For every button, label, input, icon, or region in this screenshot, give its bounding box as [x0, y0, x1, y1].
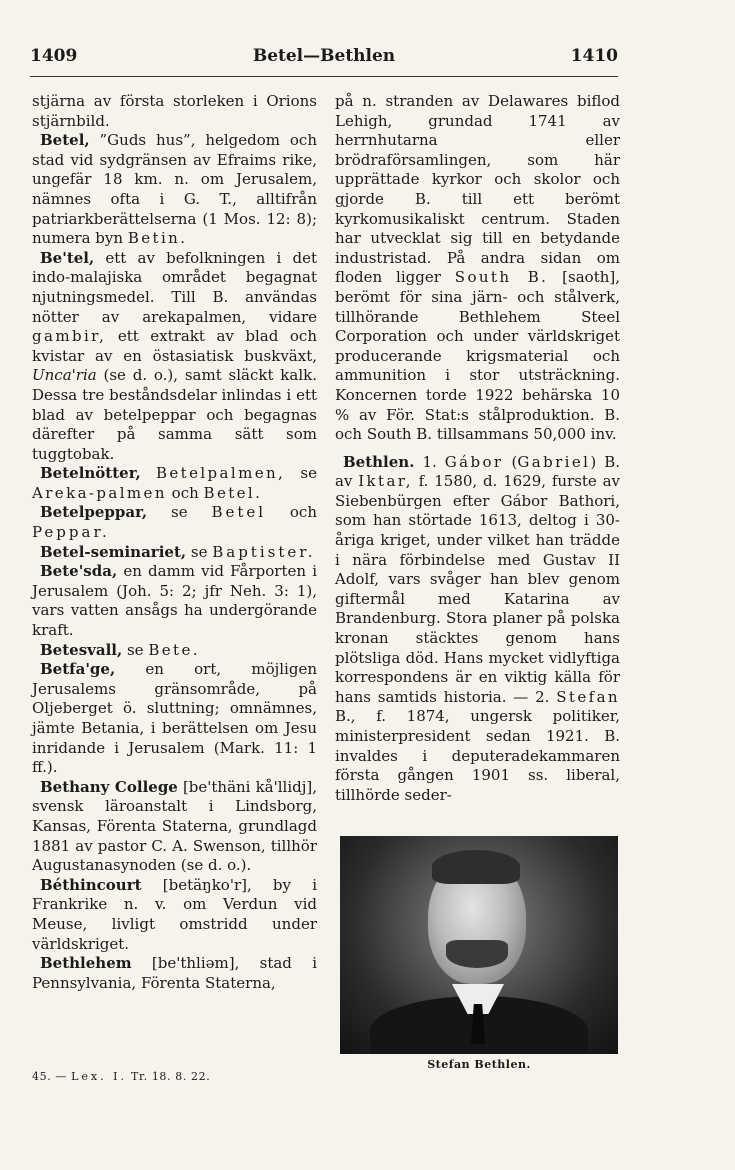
cross-reference: Areka-palmen	[32, 483, 167, 502]
headword: Béthincourt	[40, 875, 142, 894]
spaced-term: South B.	[454, 268, 549, 287]
running-title: Betel—Bethlen	[252, 46, 396, 66]
headword: Betel-seminariet,	[40, 542, 187, 561]
headword: Betfa'ge,	[40, 660, 116, 679]
headword: Bethany College	[40, 777, 178, 796]
entry-betesda: Bete'sda, en damm vid Fårporten i Jerusalem (Joh. 5: 2; jfr Neh. 3: 1), vars vatten ansågs ha undergörande kraft.	[32, 562, 317, 640]
headword: Betel,	[40, 131, 90, 150]
entry-bethlehem-continued: på n. stranden av Delawares biflod Lehigh, grundad 1741 av herrnhutarna eller brödraförsamlingen, som här upprättade kyrkor och skolor och gjorde B. till ett berömt kyrkomusikaliskt centrum. Staden har utvecklat sig till en betydande industristad. På andra sidan om floden ligger South B. [saoth], berömt för sina järn- och stålverk, tillhörande Bethlehem Steel Corporation och under världskriget producerande krigsmaterial och ammunition i stor utsträckning. Koncernen torde 1922 behärska 10 % av För. Stat:s stålproduktion. B. och South B. tillsammans 50,000 inv.	[335, 92, 620, 444]
entry-bethlehem: Bethlehem [be'thliəm], stad i Pennsylvania, Förenta Staterna,	[32, 954, 317, 992]
spaced-name: Gábor	[444, 452, 504, 471]
cross-reference: Betel	[211, 503, 267, 522]
spaced-name: Stefan	[556, 687, 620, 706]
page-number-left: 1409	[30, 46, 78, 66]
entry-betfage: Betfa'ge, en ort, möjligen Jerusalems gränsområde, på Oljeberget ö. sluttning; omnämnes, jämte Betania, i berättelsen om Jesu inridande i Jerusalem (Mark. 11: 1 ff.).	[32, 660, 317, 777]
cross-reference: Baptister.	[212, 542, 316, 561]
entry-betel: Betel, ”Guds hus”, helgedom och stad vid sydgränsen av Efraims rike, ungefär 18 km. n. om Jerusalem, nämnes ofta i G. T., alltifrån patriarkberättelserna (1 Mos. 12: 8); numera byn Betin.	[32, 131, 317, 248]
entry-bethincourt: Béthincourt [betäŋko'r], by i Frankrike n. v. om Verdun vid Meuse, livligt omstridd under världskriget.	[32, 875, 317, 953]
photo-caption: Stefan Bethlen.	[427, 1058, 531, 1071]
cross-reference: Betelpalmen,	[155, 464, 286, 483]
page-header	[30, 46, 618, 74]
cross-reference: Betel.	[203, 483, 263, 502]
page-number-right: 1410	[570, 46, 618, 66]
entry-bethlen: Bethlen. 1. Gábor (Gabriel) B. av Iktar, f. 1580, d. 1629, furste av Siebenbürgen efter Gábor Bathori, som han störtade 1613, deltog i 30-åriga kriget, under vilket han trädde i nära förbindelse med Gustav II Adolf, vars svåger han blev genom giftermål med Katarina av Brandenburg. Stora planer på polska kronan stäcktes genom hans plötsliga död. Hans mycket vidlyftiga korrespondens är en viktig källa för hans samtids historia. — 2. Stefan B., f. 1874, ungersk politiker, ministerpresident sedan 1921. B. invaldes i deputeradekammaren första gången 1901 ss. liberal, tillhörde seder-	[335, 452, 620, 804]
headword: Betelnötter,	[40, 464, 141, 483]
entry-continuation: stjärna av första storleken i Orions stjärnbild.	[32, 92, 317, 130]
headword: Bethlen.	[343, 452, 415, 471]
entry-bethany-college: Bethany College [be'thäni kå'llidj], svensk läroanstalt i Lindsborg, Kansas, Förenta Staterna, grundlagd 1881 av pastor C. A. Swenson, tillhör Augustanasynoden (se d. o.).	[32, 777, 317, 875]
entry-betelpeppar: Betelpeppar, se Betel och Peppar.	[32, 503, 317, 542]
headword: Betesvall,	[40, 640, 123, 659]
headword: Betelpeppar,	[40, 503, 148, 522]
headword: Be'tel,	[40, 248, 95, 267]
headword: Bethlehem	[40, 954, 132, 973]
entry-betel-2: Be'tel, ett av befolkningen i det indo-malajiska området begagnat njutningsmedel. Till B. användas nötter av arekapalmen, vidare gambir, ett extrakt av blad och kvistar av en östasiatisk buskväxt, Unca'ria (se d. o.), samt släckt kalk. Dessa tre beståndsdelar inlindas i ett blad av betelpeppar och begagnas därefter på samma sätt som tuggtobak.	[32, 248, 317, 463]
entry-betesvall: Betesvall, se Bete.	[40, 640, 200, 659]
cross-reference: Peppar.	[32, 523, 110, 542]
headword: Bete'sda,	[40, 562, 118, 581]
spaced-name: Gabriel	[517, 452, 591, 471]
header-rule	[30, 76, 618, 77]
portrait-photo	[340, 836, 618, 1054]
cross-reference: Bete.	[148, 640, 200, 659]
left-column	[32, 92, 317, 993]
entry-betel-seminariet: Betel-seminariet, se Baptister.	[40, 542, 316, 561]
spaced-name: Iktar,	[358, 472, 413, 491]
right-column	[335, 92, 620, 805]
entry-betelnotter: Betelnötter, Betelpalmen, se Areka-palmen och Betel.	[32, 464, 317, 502]
print-footer: 45. — Lex. I. Tr. 18. 8. 22.	[32, 1070, 211, 1083]
